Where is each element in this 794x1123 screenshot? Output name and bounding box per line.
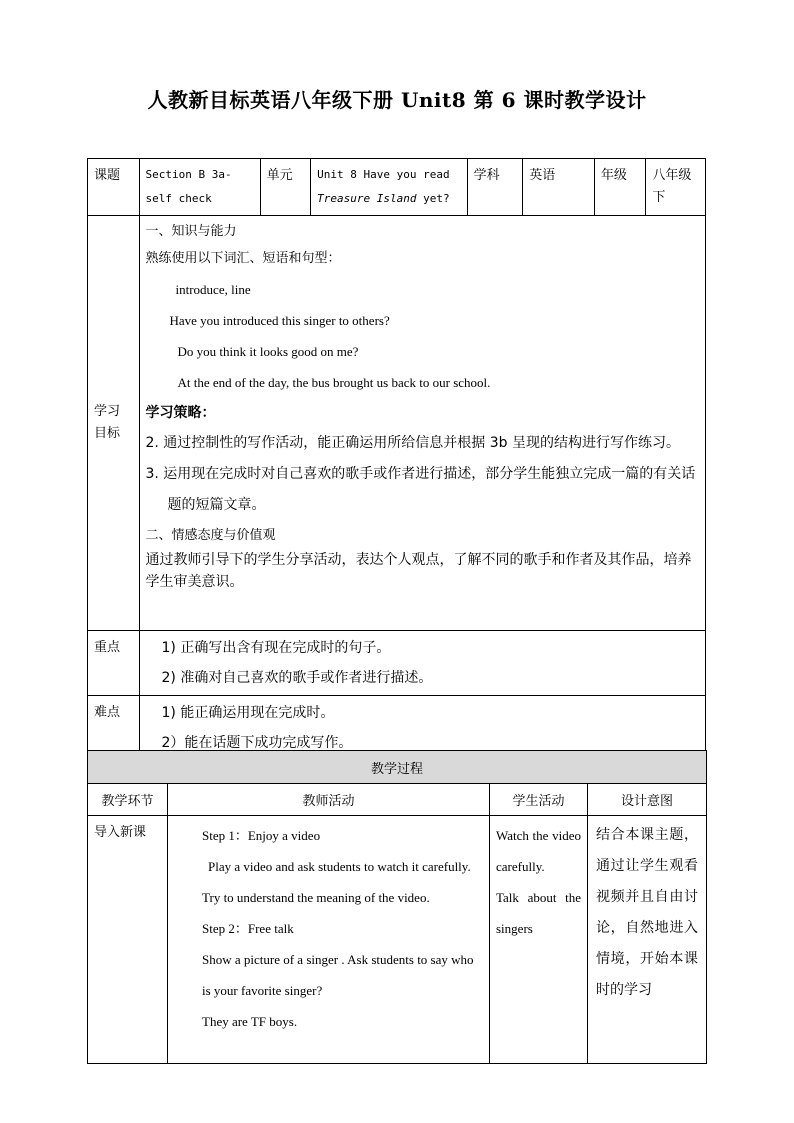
objectives-row: [88, 216, 706, 631]
step-1-detail: Play a video and ask students to watch it carefully. Try to understand the meaning of the video.: [202, 859, 471, 905]
design-intent: 结合本课主题，通过让学生观看视频并且自由讨论，自然地进入情境，开始本课时的学习: [588, 816, 707, 1064]
label-unit: 单元: [260, 159, 310, 216]
teacher-activity: [168, 816, 490, 1064]
unit-value-italic: Treasure Island: [317, 192, 417, 205]
col-teacher: 教师活动: [168, 784, 490, 816]
key-point-2: 2) 准确对自己喜欢的歌手或作者进行描述。: [161, 670, 433, 686]
key-point-1: 1) 正确写出含有现在完成时的句子。: [161, 640, 391, 656]
unit-value-suffix: yet?: [416, 192, 450, 205]
teaching-process-table: [87, 750, 707, 1064]
key-points-content: [139, 631, 706, 696]
label-key-points: 重点: [88, 631, 140, 696]
stage-intro: 导入新课: [88, 816, 168, 1064]
label-lesson: 课题: [88, 159, 140, 216]
difficult-point-2: 2）能在话题下成功完成写作。: [161, 735, 353, 751]
sentence-3: At the end of the day, the bus brought us back to our school.: [177, 375, 491, 390]
document-title: 人教新目标英语八年级下册 Unit8 第 6 课时教学设计: [147, 88, 647, 112]
student-activity-2: Talk about the singers: [496, 890, 581, 936]
col-stage: 教学环节: [88, 784, 168, 816]
step-1: Step 1：Enjoy a video: [202, 828, 321, 843]
label-difficult-points: 难点: [88, 696, 140, 761]
student-activity: [490, 816, 588, 1064]
unit-value-prefix: Unit 8 Have you read: [317, 168, 450, 181]
step-2-detail: Show a picture of a singer . Ask students to say who is your favorite singer?: [202, 952, 474, 998]
values-section-title: 二、情感态度与价值观: [145, 528, 276, 543]
usage-intro: 熟练使用以下词汇、短语和句型：: [145, 251, 341, 266]
label-objectives: 学习目标: [88, 216, 140, 631]
student-activity-1: Watch the video carefully.: [496, 828, 581, 874]
step-2-answer: They are TF boys.: [202, 1014, 298, 1029]
objectives-content: [139, 216, 706, 631]
knowledge-section-title: 一、知识与能力: [145, 224, 237, 239]
step-2: Step 2：Free talk: [202, 921, 294, 936]
vocab-line: introduce, line: [175, 282, 251, 297]
grade-value: 八年级下: [646, 159, 706, 216]
values-text: 通过教师引导下的学生分享活动，表达个人观点，了解不同的歌手和作者及其作品，培养学生审美意识。: [145, 552, 692, 590]
strategy-3: 3. 运用现在完成时对自己喜欢的歌手或作者进行描述，部分学生能独立完成一篇的有关话题的短篇文章。: [145, 466, 696, 513]
difficult-point-1: 1) 能正确运用现在完成时。: [161, 705, 335, 721]
header-row: [88, 159, 706, 216]
process-title-row: [88, 751, 707, 784]
subject-value: 英语: [523, 159, 595, 216]
strategy-title: 学习策略：: [145, 405, 216, 421]
lesson-info-table: [87, 158, 706, 761]
label-grade: 年级: [594, 159, 646, 216]
lesson-value: Section B 3a-self check: [139, 159, 260, 216]
sentence-1: Have you introduced this singer to others?: [169, 313, 390, 328]
sentence-2: Do you think it looks good on me?: [177, 344, 359, 359]
process-row-intro: [88, 816, 707, 1064]
process-title: 教学过程: [88, 751, 707, 784]
unit-value: [311, 159, 468, 216]
strategy-2: 2. 通过控制性的写作活动，能正确运用所给信息并根据 3b 呈现的结构进行写作练习。: [145, 435, 680, 451]
key-points-row: [88, 631, 706, 696]
col-student: 学生活动: [490, 784, 588, 816]
col-design: 设计意图: [588, 784, 707, 816]
process-header-row: [88, 784, 707, 816]
label-subject: 学科: [467, 159, 523, 216]
